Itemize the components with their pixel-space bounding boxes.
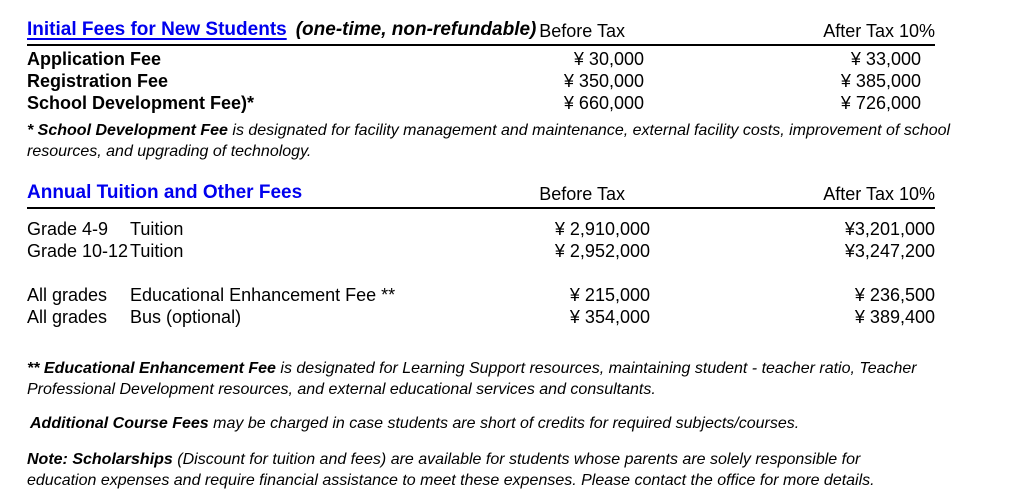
grade-label: All grades [27,285,108,305]
after-tax-value: ¥ 389,400 [854,307,935,327]
footnote-text-line2: resources, and upgrading of technology. [27,143,312,160]
annual-fees-table [27,183,935,328]
scholarships-note [27,449,1024,491]
after-tax-value: ¥ 726,000 [840,93,921,113]
initial-fees-header-cell [27,19,537,41]
before-tax-value: ¥ 2,952,000 [554,241,650,261]
fee-label [27,240,475,262]
footnote-text: is designated for Learning Support resources, maintaining student - teacher ratio, Teacher [275,360,917,377]
initial-fees-header-row [27,20,935,46]
before-tax-column-header: Before Tax [539,184,625,204]
row-grade-10-12-tuition [27,240,935,262]
note-text-line2: education expenses and require financial assistance to meet these expenses. Please contact the office for more details. [27,472,875,489]
fee-label [27,284,475,306]
fee-label: Registration Fee [27,71,169,91]
before-tax-value: ¥ 2,910,000 [554,219,650,239]
row-grade-4-9-tuition [27,218,935,240]
after-tax-value: ¥ 33,000 [850,49,921,69]
blank-row [27,262,935,284]
after-tax-value: ¥ 236,500 [854,285,935,305]
before-tax-value: ¥ 350,000 [563,71,644,91]
before-tax-value: ¥ 215,000 [569,285,650,305]
after-tax-value: ¥3,201,000 [844,219,935,239]
fee-label [27,306,475,328]
after-tax-column-header: After Tax 10% [823,184,935,204]
before-tax-value: ¥ 660,000 [563,93,644,113]
footnote-lead: * School Development Fee [27,122,228,139]
note-text: may be charged in case students are short of credits for required subjects/courses. [208,415,800,432]
additional-course-fees-note [27,413,1024,434]
enhancement-fee-footnote [27,358,1024,400]
row-school-development-fee [27,92,935,114]
item-label: Tuition [130,219,184,239]
after-tax-value: ¥ 385,000 [840,71,921,91]
fee-label [27,218,475,240]
note-lead: Additional Course Fees [30,415,209,432]
row-all-grades-enhancement-fee [27,284,935,306]
annual-fees-header-row [27,183,935,209]
initial-fees-subtitle: (one-time, non-refundable) [295,19,537,40]
before-tax-value: ¥ 30,000 [573,49,644,69]
note-lead: Note: Scholarships [27,451,173,468]
item-label: Tuition [130,241,184,261]
note-text: (Discount for tuition and fees) are available for students whose parents are solely responsible for [172,451,861,468]
row-all-grades-bus [27,306,935,328]
annual-fees-title: Annual Tuition and Other Fees [27,182,303,203]
before-tax-value: ¥ 354,000 [569,307,650,327]
footnote-lead: ** Educational Enhancement Fee [27,360,276,377]
grade-label: Grade 10-12 [27,241,129,261]
row-application-fee [27,48,935,70]
after-tax-value: ¥3,247,200 [844,241,935,261]
item-label: Bus (optional) [130,307,242,327]
grade-label: All grades [27,307,108,327]
before-tax-column-header: Before Tax [539,21,625,41]
annual-fees-header-cell [27,183,475,204]
row-registration-fee [27,70,935,92]
initial-fees-table [27,19,951,162]
initial-fees-title-link[interactable]: Initial Fees for New Students [27,19,287,40]
school-development-footnote [27,120,951,162]
after-tax-column-header: After Tax 10% [823,21,935,41]
footnote-text-line2: Professional Development resources, and external educational services and consultants. [27,381,656,398]
grade-label: Grade 4-9 [27,219,109,239]
item-label: Educational Enhancement Fee ** [130,285,396,305]
fee-label: School Development Fee)* [27,93,255,113]
footnote-text: is designated for facility management and maintenance, external facility costs, improvement of school [227,122,951,139]
fee-label: Application Fee [27,49,162,69]
